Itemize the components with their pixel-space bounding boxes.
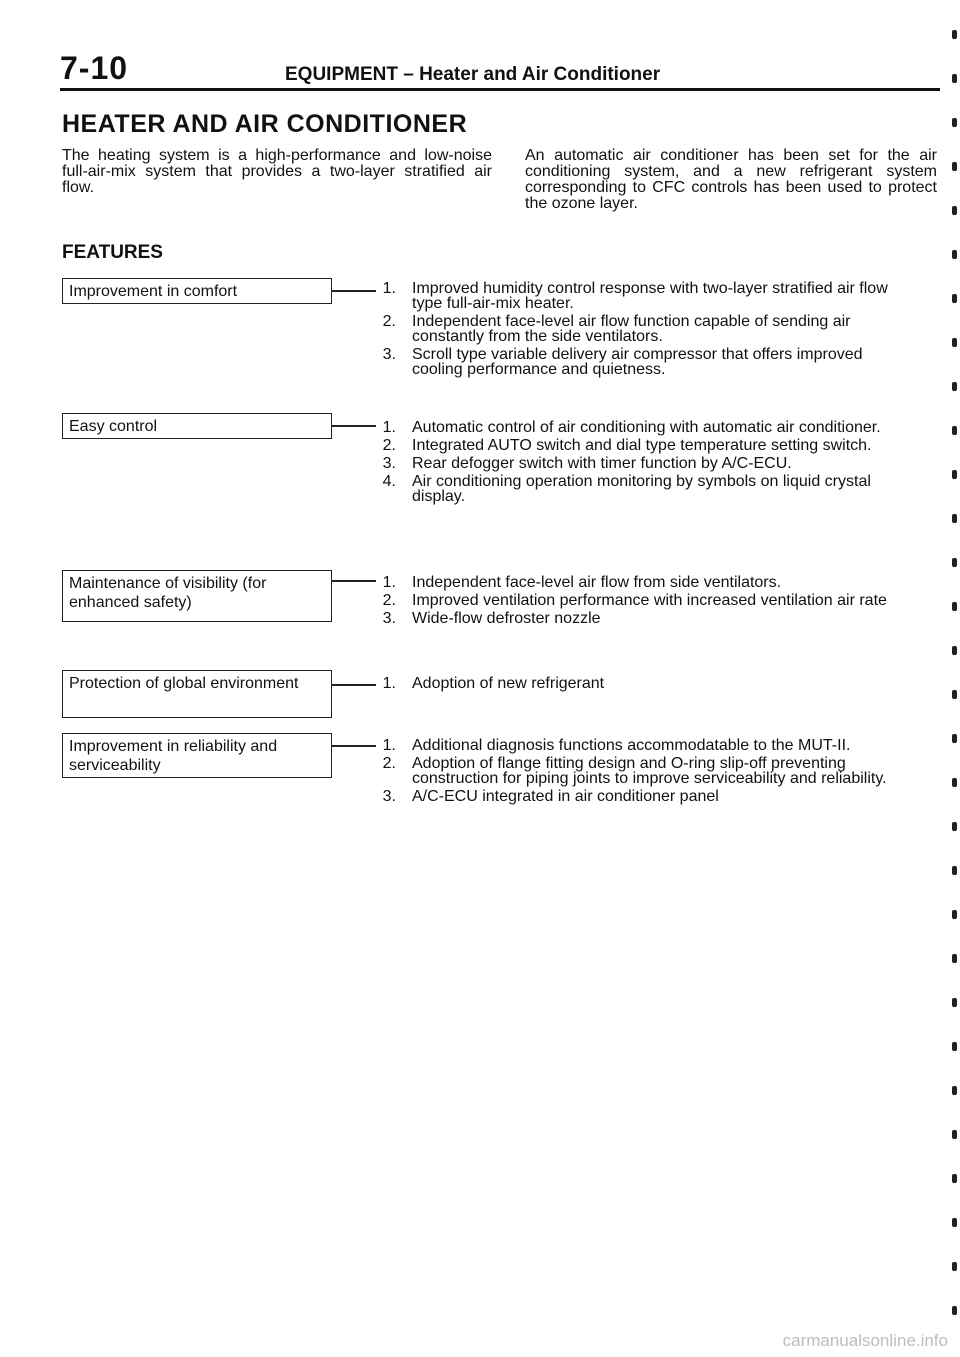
list-item [370, 593, 915, 608]
item-text: Air conditioning operation monitoring by symbols on liquid crystal display. [412, 473, 871, 505]
edge-mark [952, 602, 957, 611]
edge-mark [952, 1306, 957, 1315]
feature-box-environment: Protection of global environment [62, 670, 332, 718]
edge-mark [952, 778, 957, 787]
item-number: 1. [382, 280, 396, 297]
edge-mark [952, 382, 957, 391]
intro-right-paragraph: An automatic air conditioner has been set for the air conditioning system, and a new refrigerant system corresponding to CFC controls has been used to protect the ozone layer. [525, 147, 937, 212]
edge-mark [952, 998, 957, 1007]
edge-mark [952, 514, 957, 523]
edge-mark [952, 206, 957, 215]
edge-mark [952, 250, 957, 259]
feature-list-visibility [370, 575, 915, 629]
edge-mark [952, 910, 957, 919]
edge-mark [952, 1218, 957, 1227]
item-text: Independent face-level air flow function capable of sending air constantly from the side ventilators. [412, 313, 851, 345]
edge-mark [952, 118, 957, 127]
edge-mark [952, 294, 957, 303]
list-item [370, 575, 915, 590]
page-number: 7-10 [60, 50, 129, 86]
feature-list-reliability [370, 738, 915, 807]
edge-mark [952, 74, 957, 83]
edge-mark [952, 1042, 957, 1051]
item-text: A/C-ECU integrated in air conditioner panel [412, 788, 719, 805]
edge-mark [952, 866, 957, 875]
edge-mark [952, 1262, 957, 1271]
feature-list-easy-control [370, 420, 915, 507]
feature-box-easy-control: Easy control [62, 413, 332, 439]
item-text: Improved humidity control response with two-layer stratified air flow type full-air-mix heater. [412, 280, 888, 312]
edge-mark [952, 1174, 957, 1183]
item-text: Rear defogger switch with timer function by A/C-ECU. [412, 455, 792, 472]
edge-mark [952, 338, 957, 347]
list-item [370, 456, 915, 471]
edge-mark [952, 646, 957, 655]
edge-mark [952, 734, 957, 743]
list-item [370, 438, 915, 453]
item-number: 1. [382, 675, 396, 692]
edge-mark [952, 1086, 957, 1095]
item-number: 1. [382, 574, 396, 591]
features-heading: FEATURES [62, 242, 163, 263]
page-header [60, 50, 940, 90]
item-text: Independent face-level air flow from side ventilators. [412, 574, 782, 591]
item-text: Automatic control of air conditioning with automatic air conditioner. [412, 419, 881, 436]
feature-box-visibility: Maintenance of visibility (for enhanced safety) [62, 570, 332, 622]
item-number: 2. [382, 592, 396, 609]
item-text: Integrated AUTO switch and dial type temperature setting switch. [412, 437, 872, 454]
list-item [370, 474, 915, 504]
edge-mark [952, 426, 957, 435]
list-item [370, 611, 915, 626]
item-number: 2. [382, 437, 396, 454]
item-text: Adoption of new refrigerant [412, 675, 605, 692]
intro-left-paragraph: The heating system is a high-performance and low-noise full-air-mix system that provides a two-layer stratified air flow. [62, 147, 492, 196]
header-rule [60, 88, 940, 91]
edge-mark [952, 470, 957, 479]
list-item [370, 789, 915, 804]
feature-box-reliability: Improvement in reliability and serviceability [62, 733, 332, 778]
edge-mark [952, 954, 957, 963]
item-number: 3. [382, 610, 396, 627]
item-number: 3. [382, 455, 396, 472]
item-number: 1. [382, 737, 396, 754]
edge-mark [952, 558, 957, 567]
item-number: 3. [382, 788, 396, 805]
list-item [370, 738, 915, 753]
feature-list-comfort [370, 281, 915, 380]
binding-edge-marks [950, 30, 960, 1350]
edge-mark [952, 690, 957, 699]
list-item [370, 756, 915, 786]
item-text: Adoption of flange fitting design and O-ring slip-off preventing construction for piping joints to improve serviceability and reliability. [412, 755, 887, 787]
item-number: 2. [382, 755, 396, 772]
item-number: 3. [382, 346, 396, 363]
item-number: 1. [382, 419, 396, 436]
feature-box-comfort: Improvement in comfort [62, 278, 332, 304]
header-title: EQUIPMENT – Heater and Air Conditioner [285, 64, 661, 85]
list-item [370, 281, 915, 311]
list-item [370, 314, 915, 344]
section-title: HEATER AND AIR CONDITIONER [62, 110, 468, 138]
item-number: 2. [382, 313, 396, 330]
list-item [370, 676, 915, 691]
item-text: Improved ventilation performance with increased ventilation air rate [412, 592, 887, 609]
item-text: Wide-flow defroster nozzle [412, 610, 601, 627]
item-number: 4. [382, 473, 396, 490]
edge-mark [952, 1130, 957, 1139]
list-item [370, 420, 915, 435]
item-text: Scroll type variable delivery air compressor that offers improved cooling performance and quietness. [412, 346, 863, 378]
edge-mark [952, 30, 957, 39]
edge-mark [952, 162, 957, 171]
list-item [370, 347, 915, 377]
feature-list-environment [370, 676, 915, 694]
watermark: carmanualsonline.info [782, 1331, 948, 1350]
edge-mark [952, 822, 957, 831]
item-text: Additional diagnosis functions accommodatable to the MUT-II. [412, 737, 851, 754]
